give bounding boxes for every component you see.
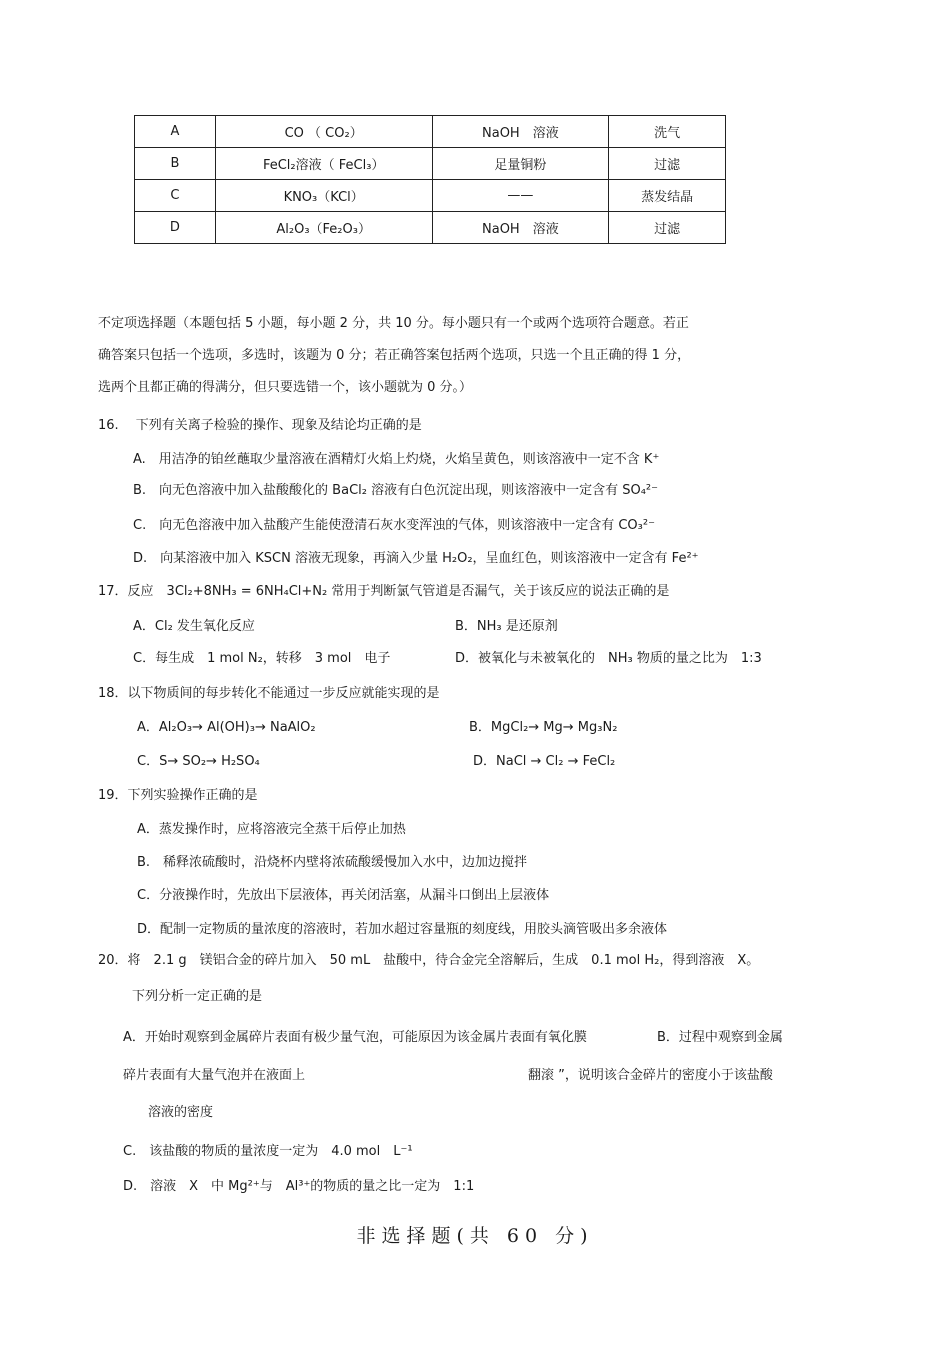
question-20-option-ab-line-3: 溶液的密度 [148,1105,214,1120]
question-19-option-a: A．蒸发操作时，应将溶液完全蒸干后停止加热 [137,822,406,837]
question-16-option-c: C. 向无色溶液中加入盐酸产生能使澄清石灰水变浑浊的气体，则该溶液中一定含有 CO₃²⁻ [133,518,655,533]
reagent-cell: —— [432,180,609,212]
substance-cell: Al₂O₃（Fe₂O₃） [215,212,432,244]
substance-cell: FeCl₂溶液（ FeCl₃） [215,148,432,180]
question-18-stem: 18．以下物质间的每步转化不能通过一步反应就能实现的是 [98,686,440,701]
question-16-option-d: D. 向某溶液中加入 KSCN 溶液无现象，再滴入少量 H₂O₂，呈血红色，则该溶液中一定含有 Fe²⁺ [133,551,699,566]
question-20-option-c: C. 该盐酸的物质的量浓度一定为 4.0 mol L⁻¹ [123,1144,413,1159]
question-17-option-b: B．NH₃ 是还原剂 [455,619,558,634]
row-label: C [135,180,216,212]
reagent-cell: 足量铜粉 [432,148,609,180]
row-label: D [135,212,216,244]
reagent-cell: NaOH 溶液 [432,116,609,148]
question-20-option-d: D. 溶液 X 中 Mg²⁺与 Al³⁺的物质的量之比一定为 1:1 [123,1179,475,1194]
question-20-stem-line-2: 下列分析一定正确的是 [132,989,263,1004]
question-16-option-a: A. 用洁净的铂丝蘸取少量溶液在酒精灯火焰上灼烧，火焰呈黄色，则该溶液中一定不含 K⁺ [133,452,660,467]
method-cell: 过滤 [609,212,726,244]
question-18-option-a: A．Al₂O₃→ Al(OH)₃→ NaAlO₂ [137,720,316,735]
question-20-option-ab-line-2b: 翻滚 ”，说明该合金碎片的密度小于该盐酸 [528,1068,773,1083]
row-label: A [135,116,216,148]
substance-cell: CO （ CO₂） [215,116,432,148]
question-19-option-d: D．配制一定物质的量浓度的溶液时，若加水超过容量瓶的刻度线，用胶头滴管吸出多余液体 [137,922,668,937]
question-19-option-c: C．分液操作时，先放出下层液体，再关闭活塞，从漏斗口倒出上层液体 [137,888,550,903]
impurity-removal-table [134,115,726,244]
question-17-option-a: A．Cl₂ 发生氧化反应 [133,619,255,634]
question-16-stem: 16. 下列有关离子检验的操作、现象及结论均正确的是 [98,418,422,433]
question-17-stem: 17．反应 3Cl₂+8NH₃ = 6NH₄Cl+N₂ 常用于判断氯气管道是否漏气，关于该反应的说法正确的是 [98,584,670,599]
question-17-option-d: D．被氧化与未被氧化的 NH₃ 物质的量之比为 1:3 [455,651,762,666]
method-cell: 洗气 [609,116,726,148]
instructions-line-2: 确答案只包括一个选项，多选时，该题为 0 分；若正确答案包括两个选项，只选一个且正确的得 1 分， [98,348,691,363]
row-label: B [135,148,216,180]
table-row [135,212,726,244]
section-title: 非选择题(共 60 分) [356,1225,594,1247]
question-18-option-b: B．MgCl₂→ Mg→ Mg₃N₂ [469,720,618,735]
question-19-option-b: B. 稀释浓硫酸时，沿烧杯内壁将浓硫酸缓慢加入水中，边加边搅拌 [137,855,528,870]
method-cell: 过滤 [609,148,726,180]
question-20-option-b: B．过程中观察到金属 [657,1030,783,1045]
question-20-option-ab-line-2a: 碎片表面有大量气泡并在液面上 [123,1068,306,1083]
method-cell: 蒸发结晶 [609,180,726,212]
question-17-option-c: C．每生成 1 mol N₂，转移 3 mol 电子 [133,651,391,666]
table-row [135,116,726,148]
table-row [135,180,726,212]
question-19-stem: 19．下列实验操作正确的是 [98,788,258,803]
table-row [135,148,726,180]
substance-cell: KNO₃（KCl） [215,180,432,212]
reagent-cell: NaOH 溶液 [432,212,609,244]
question-18-option-c: C．S→ SO₂→ H₂SO₄ [137,754,260,769]
instructions-line-1: 不定项选择题（本题包括 5 小题，每小题 2 分，共 10 分。每小题只有一个或两个选项符合题意。若正 [98,316,689,331]
question-20-option-a: A．开始时观察到金属碎片表面有极少量气泡，可能原因为该金属片表面有氧化膜 [123,1030,587,1045]
question-20-stem-line-1: 20．将 2.1 g 镁铝合金的碎片加入 50 mL 盐酸中，待合金完全溶解后，生成 0.1 mol H₂，得到溶液 X。 [98,953,760,968]
question-18-option-d: D．NaCl → Cl₂ → FeCl₂ [473,754,616,769]
instructions-line-3: 选两个且都正确的得满分，但只要选错一个，该小题就为 0 分。） [98,380,473,395]
question-16-option-b: B. 向无色溶液中加入盐酸酸化的 BaCl₂ 溶液有白色沉淀出现，则该溶液中一定含有 SO₄²⁻ [133,483,659,498]
